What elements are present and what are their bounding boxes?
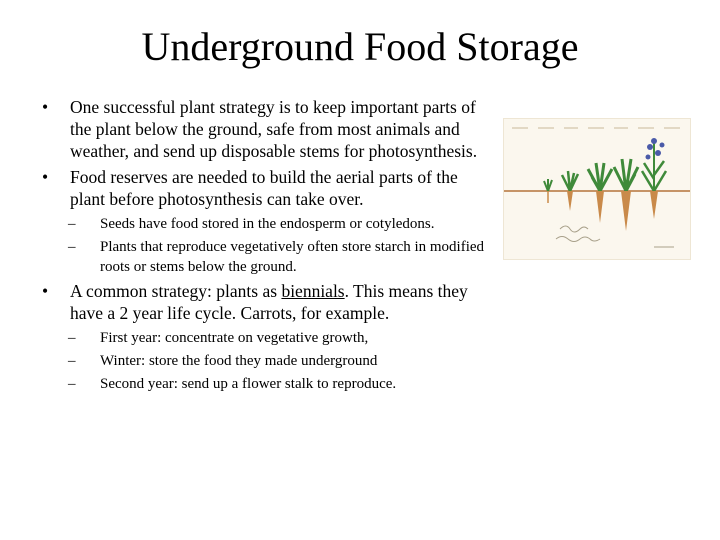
bullet-text: One successful plant strategy is to keep important parts of the plant below the ground, safe from most animals and weather, and send up disposable stems for photosynthesis. bbox=[70, 97, 478, 161]
sub-bullet-item bbox=[68, 328, 486, 348]
bullet-text-end: . This means they have a 2 year life cycle. Carrots, for example. bbox=[70, 281, 468, 323]
sub-bullet-item bbox=[68, 214, 486, 234]
carrot-growth-stages-illustration bbox=[503, 118, 691, 260]
bullet-list bbox=[40, 96, 486, 397]
dash-icon: – bbox=[68, 216, 76, 232]
bullet-icon: • bbox=[42, 167, 49, 187]
carrot-illustration-svg bbox=[504, 119, 690, 259]
dash-icon: – bbox=[68, 353, 76, 369]
bullet-text-start: A common strategy: plants as bbox=[70, 281, 282, 301]
bullet-item bbox=[40, 166, 486, 210]
bullet-icon: • bbox=[42, 97, 49, 117]
flowering-carrot-plant bbox=[642, 138, 666, 219]
sub-bullet-item bbox=[68, 351, 486, 371]
sub-bullet-text: Winter: store the food they made underground bbox=[100, 353, 378, 369]
sub-bullet-text: Seeds have food stored in the endosperm or cotyledons. bbox=[100, 216, 435, 232]
sub-bullet-text: Second year: send up a flower stalk to reproduce. bbox=[100, 376, 397, 392]
slide-title: Underground Food Storage bbox=[141, 24, 579, 69]
dash-icon: – bbox=[68, 330, 76, 346]
mature-carrot-plant bbox=[614, 159, 638, 231]
growing-carrot-plant bbox=[588, 163, 612, 223]
bullet-text: Food reserves are needed to build the aerial parts of the plant before photosynthesis can take over. bbox=[70, 167, 458, 209]
biennials-link[interactable]: biennials bbox=[281, 281, 345, 301]
dash-icon: – bbox=[68, 376, 76, 392]
handwritten-caption bbox=[556, 226, 674, 247]
dash-icon: – bbox=[68, 239, 76, 255]
bullet-item bbox=[40, 280, 486, 324]
sub-bullet-text: First year: concentrate on vegetative growth, bbox=[100, 330, 369, 346]
bullet-icon: • bbox=[42, 281, 49, 301]
bullet-item bbox=[40, 96, 486, 162]
sub-bullet-item bbox=[68, 237, 486, 277]
sub-bullet-text: Plants that reproduce vegetatively often store starch in modified roots or stems below the ground. bbox=[100, 239, 485, 275]
sub-bullet-item bbox=[68, 374, 486, 394]
